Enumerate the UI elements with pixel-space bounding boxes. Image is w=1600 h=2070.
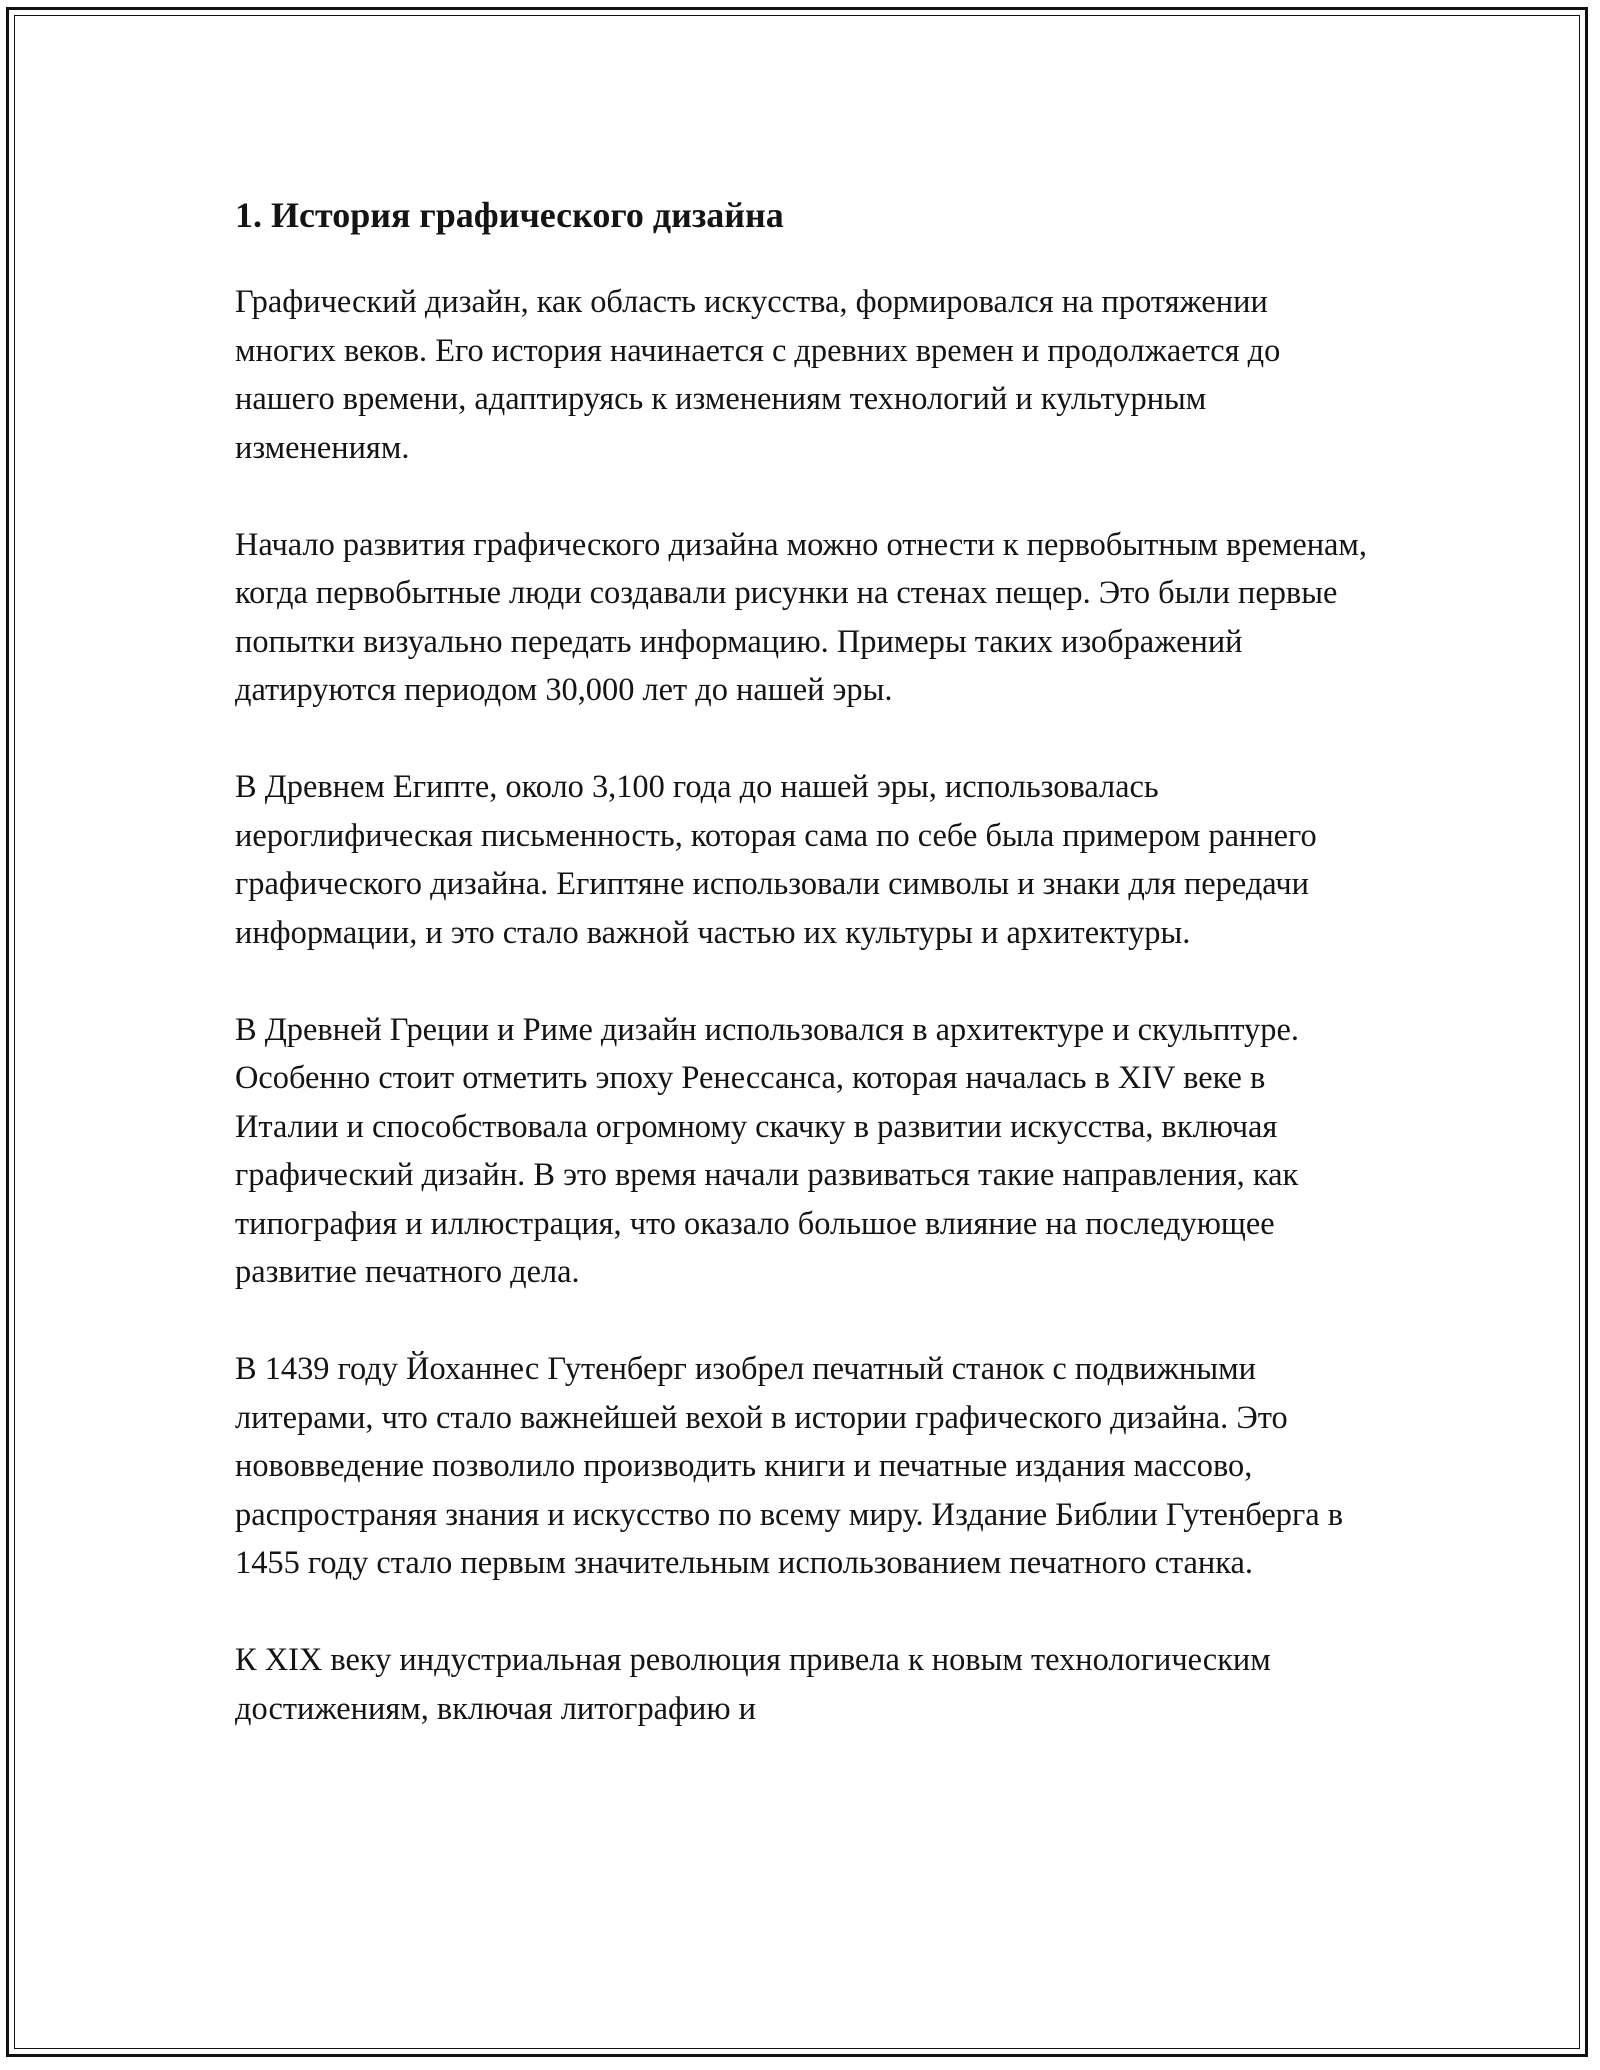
paragraph-intro: Графический дизайн, как область искусства, формировался на протяжении многих веков. Его история начинается с древних времен и продолжается до нашего времени, адаптируясь к изменениям технологий и культурным изменениям.	[235, 284, 1281, 466]
paragraph-greece-rome: В Древней Греции и Риме дизайн использовался в архитектуре и скульптуре. Особенно стоит отметить эпоху Ренессанса, которая началась в XIV веке в Италии и способствовала огромному скачку в развитии искусства, включая графический дизайн. В это время начали развиваться такие направления, как типография и иллюстрация, что оказало большое влияние на последующее развитие печатного дела.	[235, 1011, 1299, 1290]
paragraph-egypt: В Древнем Египте, около 3,100 года до нашей эры, использовалась иероглифическая письменность, которая сама по себе была примером раннего графического дизайна. Египтяне использовали символы и знаки для передачи информации, и это стало важной частью их культуры и архитектуры.	[235, 769, 1317, 951]
document-body	[235, 180, 1375, 1782]
paragraph-industrial: К XIX веку индустриальная революция привела к новым технологическим достижениям, включая литографию и	[235, 1642, 1271, 1727]
paragraph-gutenberg: В 1439 году Йоханнес Гутенберг изобрел печатный станок с подвижными литерами, что стало важнейшей вехой в истории графического дизайна. Это нововведение позволило производить книги и печатные издания массово, распространяя знания и искусство по всему миру. Издание Библии Гутенберга в 1455 году стало первым значительным использованием печатного станка.	[235, 1351, 1344, 1581]
section-heading: 1. История графического дизайна	[235, 195, 784, 235]
paragraph-prehistoric: Начало развития графического дизайна можно отнести к первобытным временам, когда первобытные люди создавали рисунки на стенах пещер. Это были первые попытки визуально передать информацию. Примеры таких изображений датируются периодом 30,000 лет до нашей эры.	[235, 526, 1368, 708]
